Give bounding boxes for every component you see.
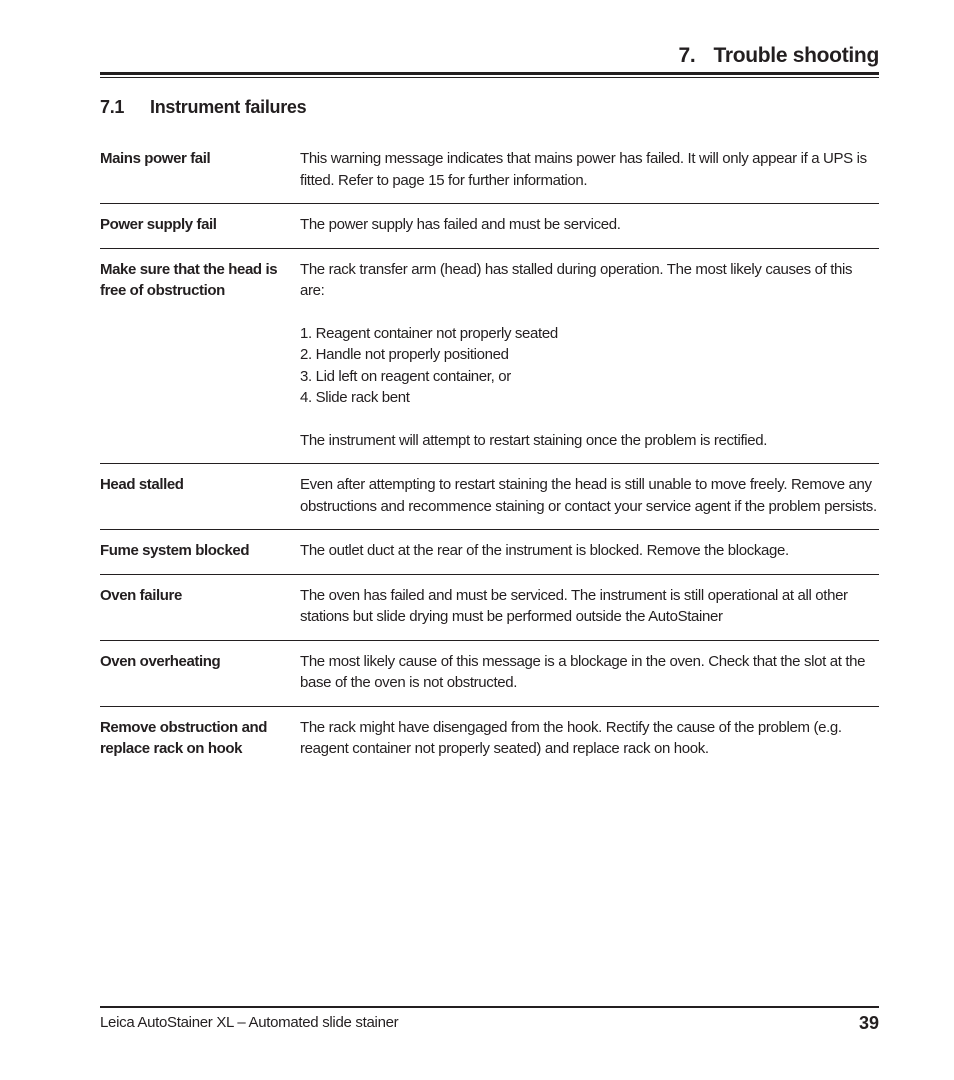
failure-description (300, 651, 879, 694)
chapter-title (679, 44, 879, 68)
paragraph-gap (300, 409, 879, 430)
failure-row-head-stalled (100, 464, 879, 530)
footer-rule (100, 1006, 879, 1008)
failure-term: Power supply fail (100, 216, 217, 233)
failure-description (300, 148, 879, 191)
failure-term: Fume system blocked (100, 542, 250, 559)
failure-description (300, 717, 879, 760)
chapter-title-text: Trouble shooting (713, 44, 879, 67)
failure-description-text: The outlet duct at the rear of the instrument is blocked. Remove the blockage. (300, 542, 789, 559)
failure-description (300, 585, 879, 628)
section-title: Instrument failures (150, 97, 307, 117)
failure-description-text: Even after attempting to restart staining the head is still unable to move freely. Remove any obstructions and recommence staining or contact your service agent if the problem persists. (300, 476, 877, 515)
footer-text: Leica AutoStainer XL – Automated slide stainer (100, 1014, 399, 1031)
failure-description (300, 259, 879, 452)
failure-description-text: The rack might have disengaged from the hook. Rectify the cause of the problem (e.g. reagent container not properly seated) and replace rack on hook. (300, 718, 842, 757)
failure-row-fume-system-blocked (100, 530, 879, 575)
failure-outro: The instrument will attempt to restart staining once the problem is rectified. (300, 431, 768, 449)
cause-item: 2. Handle not properly positioned (300, 346, 509, 363)
cause-item: 1. Reagent container not properly seated (300, 324, 558, 342)
cause-item: 3. Lid left on reagent container, or (300, 367, 511, 385)
failure-row-head-obstruction (100, 249, 879, 465)
page-number: 39 (858, 1013, 879, 1033)
document-page (100, 0, 879, 1080)
chapter-number: 7. (678, 44, 696, 67)
failure-term: Make sure that the head is free of obstruction (100, 260, 278, 299)
failure-description (300, 214, 879, 236)
cause-list (300, 323, 879, 409)
failure-description-text: The oven has failed and must be serviced. The instrument is still operational at all other stations but slide drying must be performed outside the AutoStainer (300, 586, 848, 625)
failure-intro: The rack transfer arm (head) has stalled during operation. The most likely causes of this are: (300, 260, 853, 299)
section-heading (100, 97, 306, 118)
failure-description (300, 474, 879, 517)
failure-row-oven-overheating (100, 641, 879, 707)
header-rule-thick (100, 72, 879, 75)
failure-description-text: The power supply has failed and must be serviced. (300, 216, 621, 233)
failure-table (100, 138, 879, 772)
failure-term: Oven failure (100, 586, 182, 604)
failure-description-text: This warning message indicates that mains power has failed. It will only appear if a UPS is fitted. Refer to page 15 for further information. (300, 150, 867, 189)
failure-description-text: The most likely cause of this message is a blockage in the oven. Check that the slot at the base of the oven is not obstructed. (300, 652, 866, 691)
failure-row-mains-power-fail (100, 138, 879, 204)
failure-term: Mains power fail (100, 150, 211, 167)
failure-term: Head stalled (100, 476, 184, 493)
failure-row-remove-obstruction (100, 707, 879, 772)
cause-item: 4. Slide rack bent (300, 389, 410, 406)
header-rule-thin (100, 77, 879, 78)
failure-row-power-supply-fail (100, 204, 879, 249)
failure-term: Oven overheating (100, 652, 221, 670)
failure-description (300, 540, 879, 562)
section-number: 7.1 (100, 97, 125, 117)
paragraph-gap (300, 302, 879, 323)
failure-term: Remove obstruction and replace rack on hook (100, 718, 268, 757)
failure-row-oven-failure (100, 575, 879, 641)
